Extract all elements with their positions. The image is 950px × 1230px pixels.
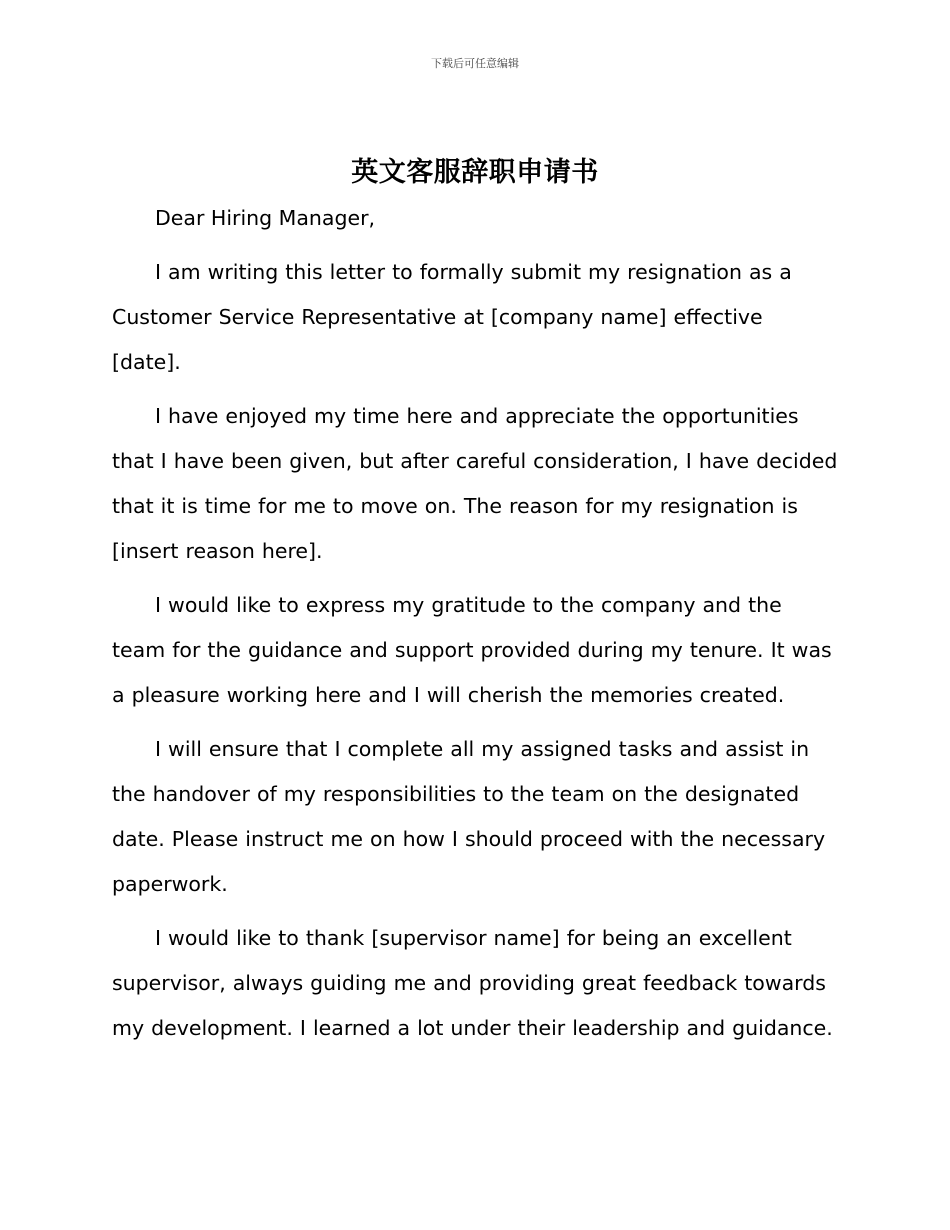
header-note: 下载后可任意编辑 — [431, 57, 519, 70]
paragraph-gratitude: I would like to express my gratitude to the company and the team for the guidance and support provided during my tenure. It was a pleasure working here and I will cherish the memories created. — [112, 593, 832, 707]
paragraph-thanks-supervisor: I would like to thank [supervisor name] for being an excellent supervisor, always guiding me and providing great feedback towards my development. I learned a lot under their leadership and guidance. — [112, 926, 833, 1040]
paragraph-handover: I will ensure that I complete all my assigned tasks and assist in the handover of my responsibilities to the team on the designated date. Please instruct me on how I should proceed with the necessary paperwork. — [112, 737, 826, 896]
salutation: Dear Hiring Manager, — [155, 206, 376, 230]
document-title: 英文客服辞职申请书 — [351, 157, 599, 188]
paragraph-reason: I have enjoyed my time here and appreciate the opportunities that I have been given, but after careful consideration, I have decided that it is time for me to move on. The reason for my resignation is [insert reason here]. — [112, 404, 838, 563]
paragraph-resignation-notice: I am writing this letter to formally submit my resignation as a Customer Service Representative at [company name] effective [date]. — [112, 260, 792, 374]
letter-body — [112, 196, 838, 1060]
